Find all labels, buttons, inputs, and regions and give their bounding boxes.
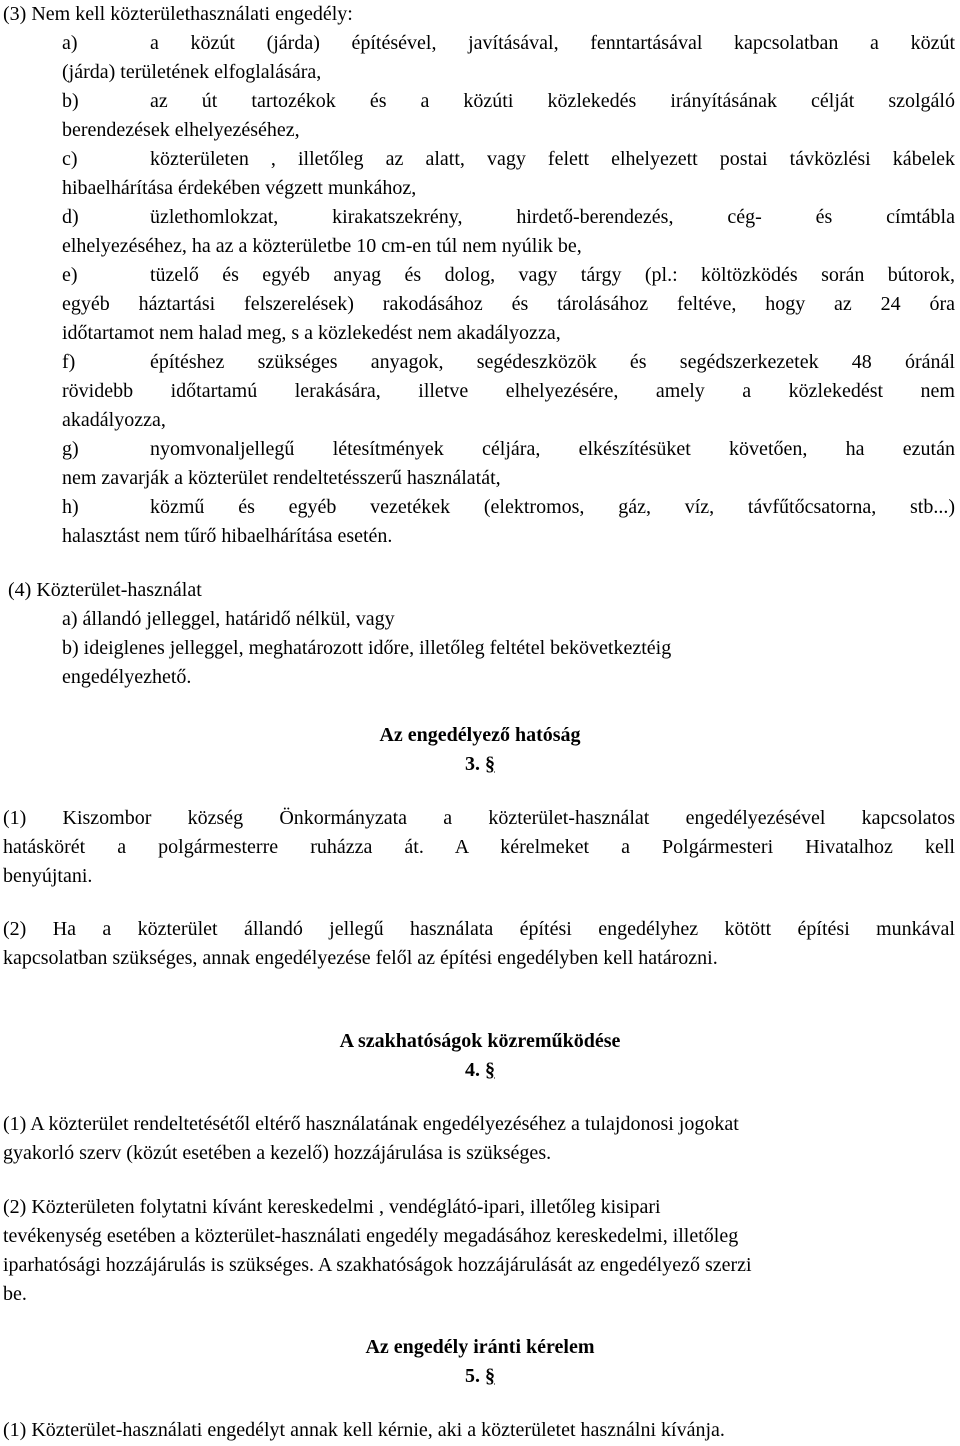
- paragraph-number-5: 5. §: [465, 1365, 495, 1387]
- paragraph-number-3: 3. §: [465, 753, 495, 775]
- heading-application: Az engedély iránti kérelem: [365, 1336, 595, 1358]
- item-b-line-1: b) az út tartozékok és a közúti közlekedés irányításának célját szolgáló: [62, 90, 955, 112]
- item-e-line-1: e) tüzelő és egyéb anyag és dolog, vagy tárgy (pl.: költözködés során bútorok,: [62, 264, 955, 286]
- item-b-line-2: berendezések elhelyezéséhez,: [62, 119, 300, 141]
- item-d-line-2: elhelyezéséhez, ha az a közterületbe 10 cm-en túl nem nyúlik be,: [62, 235, 582, 257]
- item-d-label: d): [62, 206, 79, 228]
- item-g-line-1: g) nyomvonaljellegű létesítmények céljára, elkészítésüket követően, ha ezután: [62, 438, 955, 460]
- item-c-line-2: hibaelhárítása érdekében végzett munkához,: [62, 177, 417, 199]
- section-4-closing: engedélyezhető.: [62, 666, 192, 688]
- item-h-line-1: h) közmű és egyéb vezetékek (elektromos, gáz, víz, távfűtőcsatorna, stb...): [62, 496, 955, 518]
- section-sign: §: [485, 753, 495, 775]
- item-b-label: b): [62, 90, 79, 112]
- item-h-line-2: halasztást nem tűrő hibaelhárítása esetén.: [62, 525, 393, 547]
- heading-authority: Az engedélyező hatóság: [379, 724, 581, 746]
- section-4-item-a: a) állandó jelleggel, határidő nélkül, vagy: [62, 608, 395, 630]
- p4-line-4: tevékenység esetében a közterület-használati engedély megadásához kereskedelmi, illetőleg: [3, 1225, 739, 1247]
- section-4-item-b: b) ideiglenes jelleggel, meghatározott időre, illetőleg feltétel bekövetkeztéig: [62, 637, 672, 659]
- item-a-line-2: (járda) területének elfoglalására,: [62, 61, 322, 83]
- paragraph-number-4: 4. §: [465, 1059, 495, 1081]
- p3-line-1: (1) Kiszombor község Önkormányzata a közterület-használat engedélyezésével kapcsolatos: [3, 807, 955, 829]
- p5-line-1: (1) Közterület-használati engedélyt annak kell kérnie, aki a közterületet használni kívánja.: [3, 1419, 725, 1441]
- item-f-line-2: rövidebb időtartamú lerakására, illetve elhelyezésére, amely a közlekedést nem: [62, 380, 955, 402]
- item-e-line-2: egyéb háztartási felszerelések) rakodásához és tárolásához feltéve, hogy az 24 óra: [62, 293, 955, 315]
- p4-line-5: iparhatósági hozzájárulás is szükséges. A szakhatóságok hozzájárulását az engedélyező szerzi: [3, 1254, 752, 1276]
- p3-line-5: kapcsolatban szükséges, annak engedélyezése felől az építési engedélyben kell határozni.: [3, 947, 718, 969]
- section-4-title: (4) Közterület-használat: [8, 579, 202, 601]
- item-g-line-2: nem zavarják a közterület rendeltetésszerű használatát,: [62, 467, 501, 489]
- heading-authorities-cooperation: A szakhatóságok közreműködése: [339, 1030, 621, 1052]
- item-e-line-3: időtartamot nem halad meg, s a közlekedést nem akadályozza,: [62, 322, 561, 344]
- p4-line-3: (2) Közterületen folytatni kívánt kereskedelmi , vendéglátó-ipari, illetőleg kisipari: [3, 1196, 661, 1218]
- item-h-label: h): [62, 496, 79, 518]
- item-a-label: a): [62, 32, 78, 54]
- item-g-label: g): [62, 438, 79, 460]
- p4-line-6: be.: [3, 1283, 27, 1305]
- p4-line-1: (1) A közterület rendeltetésétől eltérő használatának engedélyezéséhez a tulajdonosi jogokat: [3, 1113, 739, 1135]
- item-f-label: f): [62, 351, 76, 373]
- section-sign: §: [485, 1059, 495, 1081]
- item-f-line-1: f) építéshez szükséges anyagok, segédeszközök és segédszerkezetek 48 óránál: [62, 351, 955, 373]
- p3-line-2: hatáskörét a polgármesterre ruházza át. A kérelmeket a Polgármesteri Hivatalhoz kell: [3, 836, 955, 858]
- item-f-line-3: akadályozza,: [62, 409, 166, 431]
- p4-line-2: gyakorló szerv (közút esetében a kezelő) hozzájárulása is szükséges.: [3, 1142, 552, 1164]
- section-3-title: (3) Nem kell közterülethasználati engedély:: [3, 3, 353, 25]
- item-d-line-1: d) üzlethomlokzat, kirakatszekrény, hirdető-berendezés, cég- és címtábla: [62, 206, 955, 228]
- item-a-line-1: a) a közút (járda) építésével, javításával, fenntartásával kapcsolatban a közút: [62, 32, 955, 54]
- p3-line-4: (2) Ha a közterület állandó jellegű használata építési engedélyhez kötött építési munkával: [3, 918, 955, 940]
- p3-line-3: benyújtani.: [3, 865, 93, 887]
- section-sign: §: [485, 1365, 495, 1387]
- item-c-line-1: c) közterületen , illetőleg az alatt, vagy felett elhelyezett postai távközlési kábelek: [62, 148, 955, 170]
- item-c-label: c): [62, 148, 78, 170]
- item-e-label: e): [62, 264, 78, 286]
